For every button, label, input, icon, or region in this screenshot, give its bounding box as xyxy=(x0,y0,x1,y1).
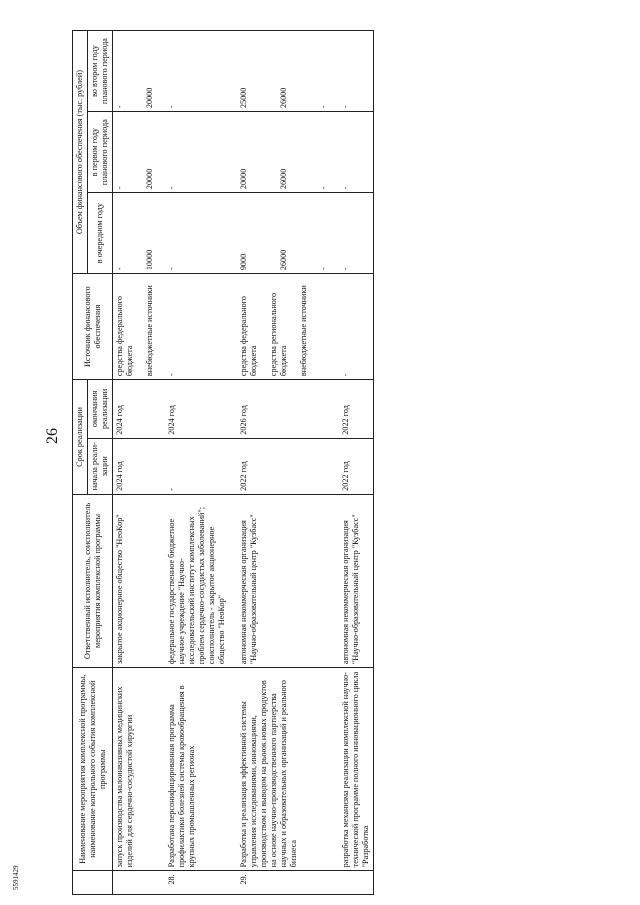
row-start: 2024 год xyxy=(113,438,158,494)
amount: - xyxy=(319,186,328,190)
row-name: Разработана персонифицированная программа профилактики болезней системы кровообращения в крупных промышленных регионах xyxy=(157,668,229,871)
row-end: 2026 год xyxy=(229,380,331,439)
row-start: - xyxy=(157,438,229,494)
row-sources xyxy=(331,274,374,380)
amount: - xyxy=(167,186,176,190)
amount: - xyxy=(115,105,124,109)
amount: - xyxy=(341,186,350,190)
amount: 20000 xyxy=(145,87,154,109)
source-item: - xyxy=(167,373,176,377)
row-name: разработка механизма реализации комплексной научно-технической программе полного инновационного цикла "Разработка xyxy=(331,668,374,871)
amount: 20000 xyxy=(145,168,154,190)
amount: - xyxy=(341,105,350,109)
amount: - xyxy=(115,267,124,271)
row-first-year xyxy=(229,112,331,193)
row-first-year xyxy=(331,112,374,193)
row-first-year xyxy=(113,112,158,193)
header-num xyxy=(73,871,113,895)
amount: 9000 xyxy=(239,253,248,271)
amount: 20000 xyxy=(239,168,248,190)
source-item: средства регионального бюджета xyxy=(269,292,288,377)
source-item: средства федерального бюджета xyxy=(115,296,134,377)
amount: - xyxy=(341,267,350,271)
row-current-year xyxy=(113,193,158,274)
row-first-year xyxy=(157,112,229,193)
source-item: - xyxy=(341,373,350,377)
table-row xyxy=(331,31,374,895)
row-executor: закрытое акционерное общество "НеоКор" xyxy=(113,494,158,667)
row-number: 29. xyxy=(229,871,331,895)
source-item: внебюджетные источники xyxy=(145,285,154,377)
row-second-year xyxy=(157,31,229,112)
source-item: внебюджетные источники xyxy=(299,285,308,377)
rotated-page-content xyxy=(72,30,632,895)
row-executor: федеральное государственное бюджетное научное учреждение "Научно-исследовательский институт комплексных проблем сердечно-сосудистых заболеваний"; соисполнитель - закрытое акционерное общество "НеоКор" xyxy=(157,494,229,667)
header-finance: Объем финансового обеспечения (тыс. рублей) xyxy=(73,31,88,274)
row-number xyxy=(113,871,158,895)
header-current-year: в очередном году xyxy=(88,193,113,274)
row-name: Разработка и реализация эффективной системы управления исследованиями, инновациями, производством и выводом на рынок новых продуктов на основе научно-производственного партнерства научных и образовательных организаций и реального бизнеса xyxy=(229,668,331,871)
row-sources xyxy=(157,274,229,380)
header-source: Источник финансового обеспечения xyxy=(73,274,113,380)
header-first-year: в первом году планового периода xyxy=(88,112,113,193)
row-name: запуск производства малоинвазивных медицинских изделий для сердечно-сосудистой хирургии xyxy=(113,668,158,871)
document-id: 5591429 xyxy=(12,865,20,890)
source-item: средства федерального бюджета xyxy=(239,296,258,377)
amount: 10000 xyxy=(145,249,154,271)
row-sources xyxy=(229,274,331,380)
row-end: 2022 год xyxy=(331,380,374,439)
amount: - xyxy=(167,267,176,271)
header-start: начала реали-зации xyxy=(88,438,113,494)
row-second-year xyxy=(331,31,374,112)
amount: - xyxy=(115,186,124,190)
row-current-year xyxy=(229,193,331,274)
header-end: окончания реализации xyxy=(88,380,113,439)
row-number: 28. xyxy=(157,871,229,895)
row-executor: автономная некоммерческая организация "Научно-образовательный центр "Кузбасс" xyxy=(229,494,331,667)
header-name: Наименование мероприятия комплексной программы, наименование контрольного события комплексной программы xyxy=(73,668,113,871)
amount: - xyxy=(167,105,176,109)
table-row xyxy=(229,31,331,895)
row-number xyxy=(331,871,374,895)
row-current-year xyxy=(157,193,229,274)
header-executor: Ответственный исполнитель, соисполнитель мероприятия комплексной программы xyxy=(73,494,113,667)
amount: 26000 xyxy=(279,249,288,271)
row-start: 2022 год xyxy=(229,438,331,494)
amount: 25000 xyxy=(239,87,248,109)
row-end: 2024 год xyxy=(113,380,158,439)
row-start: 2022 год xyxy=(331,438,374,494)
header-period: Срок реализации xyxy=(73,380,88,495)
row-end: 2024 год xyxy=(157,380,229,439)
row-second-year xyxy=(229,31,331,112)
header-row-1 xyxy=(73,31,88,895)
amount: - xyxy=(319,105,328,109)
row-sources xyxy=(113,274,158,380)
amount: 26000 xyxy=(279,168,288,190)
table-row xyxy=(113,31,158,895)
row-executor: автономная некоммерческая организация "Научно-образовательный центр "Кузбасс" xyxy=(331,494,374,667)
program-table xyxy=(72,30,374,895)
row-second-year xyxy=(113,31,158,112)
amount: - xyxy=(319,267,328,271)
header-second-year: во втором году планового периода xyxy=(88,31,113,112)
page-number: 26 xyxy=(44,428,61,444)
amount: 26000 xyxy=(279,87,288,109)
table-row xyxy=(157,31,229,895)
row-current-year xyxy=(331,193,374,274)
